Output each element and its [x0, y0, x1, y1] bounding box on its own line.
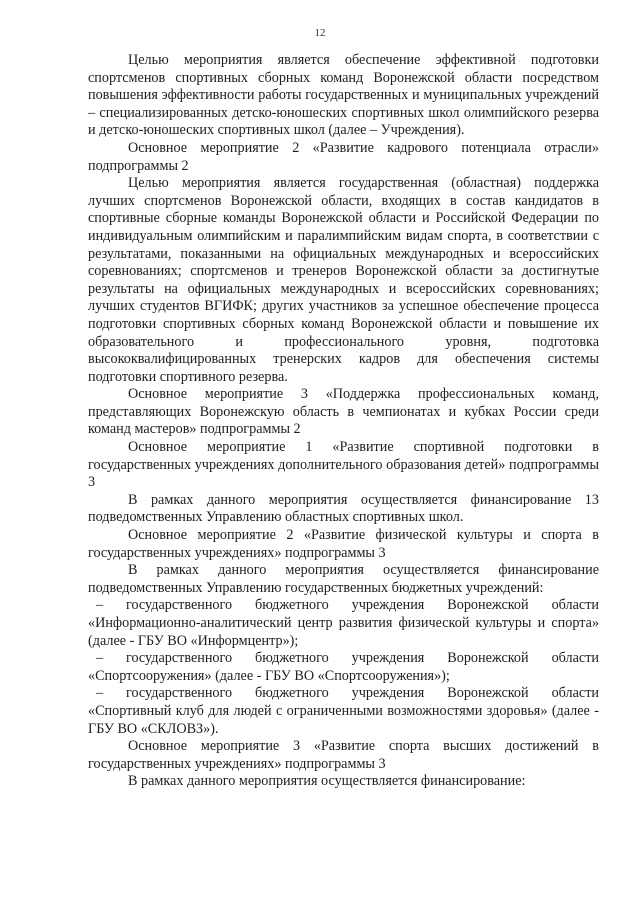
- page-number: 12: [314, 27, 326, 39]
- paragraph: Основное мероприятие 2 «Развитие кадрового потенциала отрасли» подпрограммы 2: [88, 139, 599, 174]
- paragraph: Основное мероприятие 3 «Поддержка профессиональных команд, представляющих Воронежскую область в чемпионатах и кубках России среди команд мастеров» подпрограммы 2: [88, 386, 599, 438]
- paragraph: В рамках данного мероприятия осуществляется финансирование подведомственных Управлению государственных бюджетных учреждений:: [88, 562, 599, 596]
- document-body: [88, 52, 599, 791]
- paragraph: Основное мероприятие 2 «Развитие физической культуры и спорта в государственных учреждениях» подпрограммы 3: [88, 527, 599, 561]
- paragraph: В рамках данного мероприятия осуществляется финансирование 13 подведомственных Управлению областных спортивных школ.: [88, 491, 599, 526]
- list-item: [88, 597, 599, 650]
- list-item-text: государственного бюджетного учреждения Воронежской области «Информационно-аналитический центр развития физической культуры и спорта» (далее - ГБУ ВО «Информцентр»);: [88, 597, 599, 649]
- paragraph: Основное мероприятие 1 «Развитие спортивной подготовки в государственных учреждениях дополнительного образования детей» подпрограммы 3: [88, 439, 599, 491]
- paragraph: Целью мероприятия является обеспечение эффективной подготовки спортсменов спортивных сборных команд Воронежской области посредством повышения эффективности работы государственных и муниципальных учреждений – специализированных детско-юношеских спортивных школ олимпийского резерва и детско-юношеских спортивных школ (далее – Учреждения).: [88, 52, 599, 139]
- list-item-text: государственного бюджетного учреждения Воронежской области «Спортивный клуб для людей с ограниченными возможностями здоровья» (далее - ГБУ ВО «СКЛОВЗ»).: [88, 685, 599, 737]
- list-item: [88, 685, 599, 738]
- paragraph: В рамках данного мероприятия осуществляется финансирование:: [128, 773, 526, 790]
- dash-marker: –: [96, 650, 104, 667]
- paragraph: Основное мероприятие 3 «Развитие спорта высших достижений в государственных учреждениях» подпрограммы 3: [88, 738, 599, 772]
- dash-marker: –: [96, 597, 104, 614]
- paragraph: Целью мероприятия является государственная (областная) поддержка лучших спортсменов Воронежской области, входящих в состав кандидатов в спортивные сборные команды Воронежской области и Российской Федерации по индивидуальным олимпийским и паралимпийским видам спорта, в соответствии с результатами, показанными на официальных международных и всероссийских соревнованиях; спортсменов и тренеров Воронежской области за достигнутые результаты на официальных международных и всероссийских соревнованиях; лучших студентов ВГИФК; других участников за успешное обеспечение процесса подготовки спортивных сборных команд Воронежской области и повышение их образовательного и профессионального уровня, подготовка высококвалифицированных тренерских кадров для обеспечения системы подготовки спортивного резерва.: [88, 175, 599, 385]
- list-item: [88, 650, 599, 685]
- list-item-text: государственного бюджетного учреждения Воронежской области «Спортсооружения» (далее - ГБУ ВО «Спортсооружения»);: [88, 650, 599, 684]
- dash-marker: –: [96, 685, 104, 702]
